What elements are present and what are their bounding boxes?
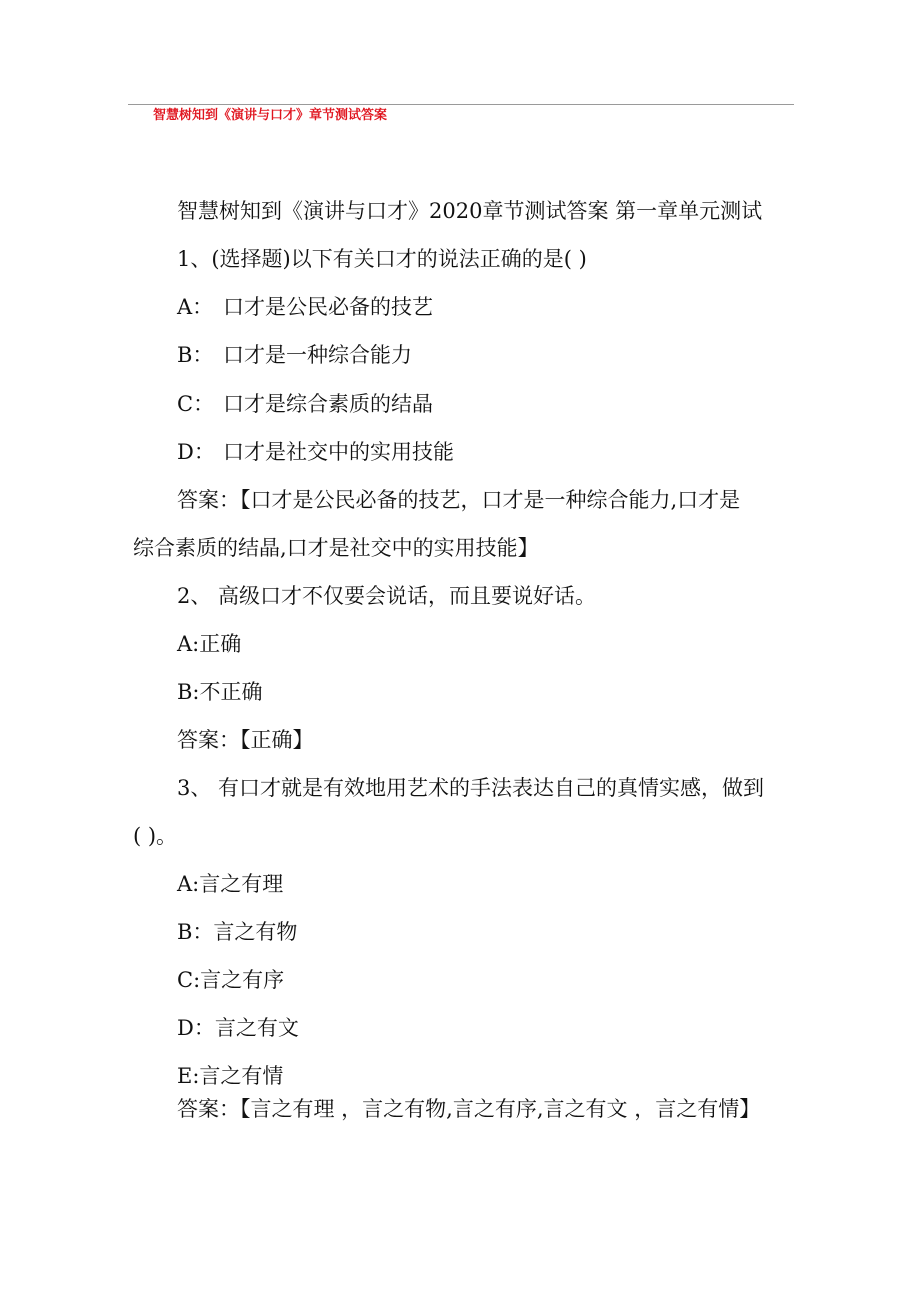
q1-option-c-text: 口才是综合素质的结晶	[223, 392, 433, 416]
q1-option-c-letter: C：	[177, 392, 215, 416]
q3-answer: 答案：【言之有理 ，言之有物,言之有序,言之有文 ，言之有情】	[177, 1097, 761, 1121]
q1-option-a-text: 口才是公民必备的技艺	[223, 295, 433, 319]
q2-answer: 答案：【正确】	[177, 728, 314, 752]
q1-option-d-text: 口才是社交中的实用技能	[223, 440, 454, 464]
q1-option-c	[177, 389, 433, 419]
q2-option-a: A:正确	[177, 632, 242, 656]
q3-option-b: B：言之有物	[177, 920, 298, 944]
q3-option-d: D：言之有文	[177, 1016, 299, 1040]
q1-option-d-letter: D：	[177, 440, 215, 464]
doc-intro: 智慧树知到《演讲与口才》2020章节测试答案 第一章单元测试	[177, 199, 763, 223]
q3-option-a: A:言之有理	[177, 872, 284, 896]
q1-option-b	[177, 340, 412, 370]
q1-option-a	[177, 292, 433, 322]
q1-option-a-letter: A：	[177, 295, 214, 319]
q1-option-b-text: 口才是一种综合能力	[223, 343, 412, 367]
q2-stem: 2、 高级口才不仅要会说话，而且要说好话。	[177, 584, 597, 608]
q1-answer-line-1: 答案：【口才是公民必备的技艺，口才是一种综合能力,口才是	[177, 488, 741, 512]
q1-stem: 1、(选择题)以下有关口才的说法正确的是( )	[177, 247, 587, 271]
q3-stem-line-2: ( )。	[133, 824, 178, 848]
q1-option-b-letter: B：	[177, 343, 214, 367]
q3-option-c: C:言之有序	[177, 968, 285, 992]
header-title: 智慧树知到《演讲与口才》章节测试答案	[153, 108, 388, 123]
q2-option-b: B:不正确	[177, 680, 263, 704]
q1-answer-line-2: 综合素质的结晶,口才是社交中的实用技能】	[133, 536, 539, 560]
q1-option-d	[177, 437, 454, 467]
q3-option-e: E:言之有情	[177, 1064, 284, 1088]
q3-stem-line-1: 3、 有口才就是有效地用艺术的手法表达自己的真情实感，做到	[177, 776, 765, 800]
header-rule	[128, 104, 794, 105]
